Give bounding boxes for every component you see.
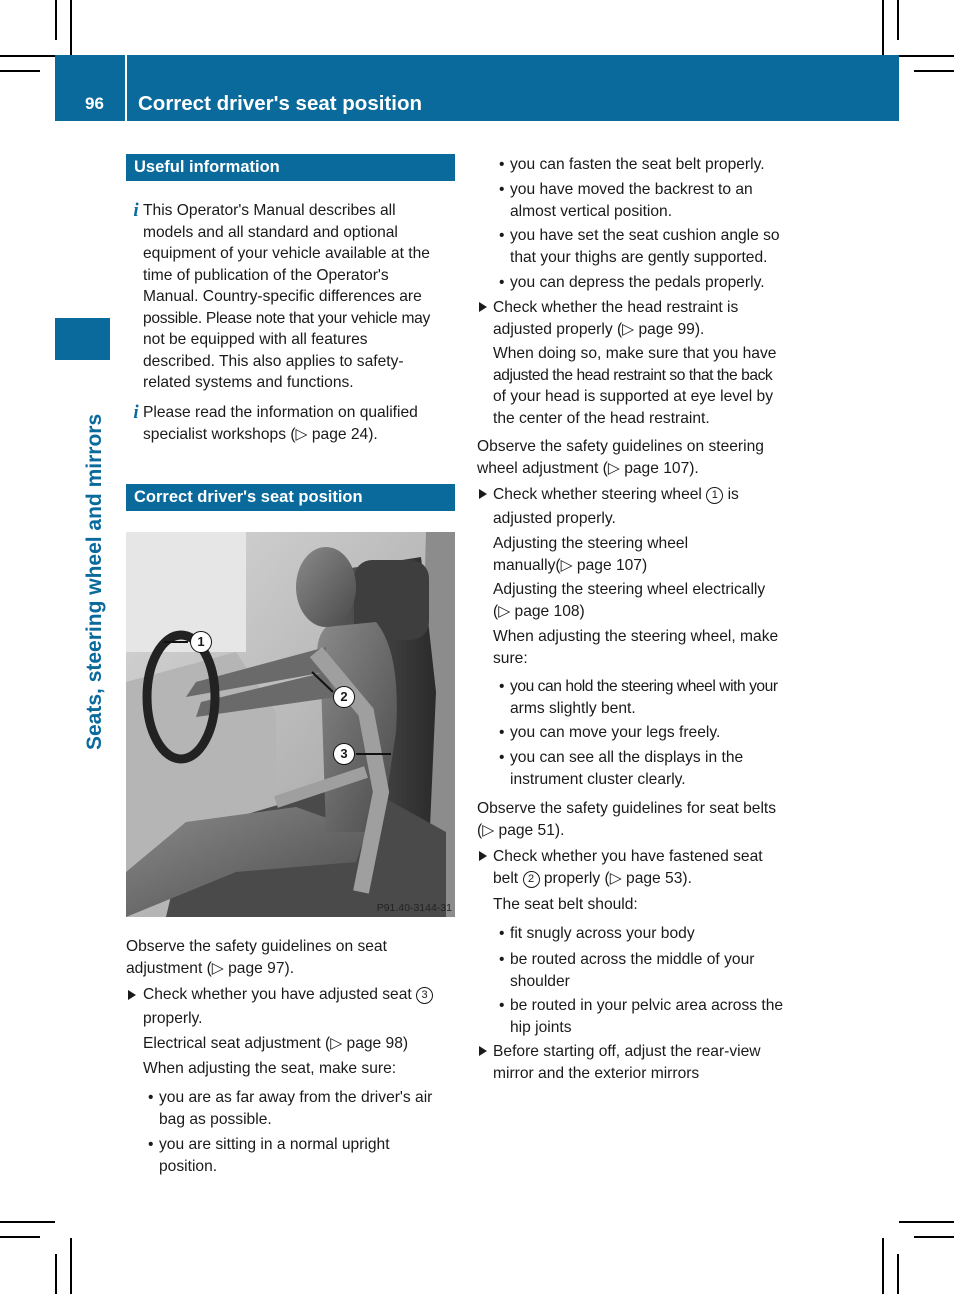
step-mirrors [493,1041,813,1084]
text-line [493,868,813,890]
step-arrow-icon [479,1046,487,1056]
seat-section-heading: Correct driver's seat position [126,484,455,511]
chapter-title: Seats, steering wheel and mirrors [83,413,106,750]
text-line: Adjusting the steering wheel electrically [493,581,766,598]
text-line: Observe the safety guidelines on steering [477,438,764,455]
text-line: instrument cluster clearly. [510,770,686,788]
list-item [510,179,810,222]
crop-mark [55,1254,57,1294]
step-arrow-icon [479,851,487,861]
text-line: (▷ page 108) [493,602,585,620]
text-line: • you are as far away from the driver's air [159,1089,433,1106]
text-line: time of publication of the Operator's [143,266,389,284]
text-line: This Operator's Manual describes all [143,202,396,219]
page-number: 96 [85,94,104,113]
useful-info-heading: Useful information [126,154,455,181]
step-seat-belt [493,846,813,889]
step-arrow-icon [479,489,487,499]
crop-mark [0,1236,40,1238]
text-line: • you can depress the pedals properly. [510,274,765,291]
crop-mark [0,70,40,72]
chapter-tab [55,318,110,360]
figure-code: P91.40-3144-31 [376,902,452,914]
text-line: • be routed across the middle of your [510,951,755,968]
text-line: mirror and the exterior mirrors [493,1064,700,1082]
text-line: almost vertical position. [510,202,673,220]
step-arrow-icon [128,990,136,1000]
text-line: bag as possible. [159,1110,272,1128]
text-line: equipment of your vehicle available at the [143,245,430,262]
text-line [493,484,813,506]
text-line: models and all standard and optional [143,223,398,241]
page-title: Correct driver's seat position [138,92,422,115]
crop-mark [70,0,72,55]
text-line: • you can see all the displays in the [510,749,744,766]
crop-mark [0,1221,55,1223]
text-line: • you are sitting in a normal upright [159,1136,390,1153]
crop-mark [897,0,899,40]
list-item [510,923,810,945]
info-icon: i [133,200,139,221]
text-line: • you can hold the steering wheel with your [510,678,778,695]
step-text: belt [493,869,519,887]
electrical-seat-ref: Electrical seat adjustment (▷ page 98) [143,1035,409,1052]
steering-make-sure [493,626,813,669]
info-icon: i [133,402,139,423]
callout-seat: 3 [333,743,355,765]
steering-intro [477,436,812,479]
driver-seat-drawing [126,532,455,917]
list-item [510,722,810,744]
text-line: of your head is supported at eye level by [493,388,773,405]
text-line: the center of the head restraint. [493,409,710,427]
list-item [159,1134,459,1177]
text-line: properly. [143,1009,203,1027]
step-text: properly (▷ page 53). [543,869,692,887]
info-note [143,402,458,445]
header-divider [125,55,127,121]
list-item [510,272,810,294]
crop-mark [899,1221,954,1223]
callout-seat-belt: 2 [333,686,355,708]
seat-make-sure: When adjusting the seat, make sure: [143,1060,397,1077]
crop-mark [899,55,954,57]
text-line: possible. Please note that your vehicle may [143,309,431,327]
text-line: Adjusting the steering wheel [493,535,689,552]
text-line: Observe the safety guidelines for seat belts [477,800,777,817]
text-line: Manual. Country-specific differences are [143,288,422,305]
list-item [510,747,810,790]
step-steering-wheel [493,484,813,529]
info-note [143,200,458,394]
text-line: adjusted properly. [493,509,616,527]
crop-mark [914,70,954,72]
callout-ref: 3 [416,987,433,1004]
text-line: • you can fasten the seat belt properly. [510,156,765,173]
list-item [510,154,810,176]
text-line: adjustment (▷ page 97). [126,959,295,977]
text-line: When doing so, make sure that you have [493,345,777,362]
text-line: wheel adjustment (▷ page 107). [477,459,699,477]
text-line: • you can move your legs freely. [510,724,721,741]
belt-should: The seat belt should: [493,896,638,913]
text-line: manually(▷ page 107) [493,556,648,574]
text-line: position. [159,1157,218,1175]
text-line: • fit snugly across your body [510,925,695,942]
text-line: sure: [493,649,528,667]
step-text: Check whether steering wheel [493,486,702,503]
text-line: • you have set the seat cushion angle so [510,227,780,244]
text-line: • you have moved the backrest to an [510,181,753,198]
step-arrow-icon [479,302,487,312]
text-line: that your thighs are gently supported. [510,248,768,266]
callout-steering-wheel: 1 [190,631,212,653]
driver-seat-illustration [126,532,455,917]
text-line: arms slightly bent. [510,699,636,717]
text-line: When adjusting the steering wheel, make [493,628,779,645]
step-text: is [727,486,739,503]
list-item [510,225,810,268]
callout-ref: 2 [523,871,540,888]
list-item [159,1087,459,1130]
text-line: (▷ page 51). [477,821,565,839]
seat-intro [126,936,456,979]
text-line: related systems and functions. [143,374,354,391]
list-item [510,949,810,992]
crop-mark [0,55,55,57]
list-item [510,995,810,1038]
text-line: • be routed in your pelvic area across the [510,997,784,1014]
text-line: Before starting off, adjust the rear-view [493,1043,761,1060]
text-line: specialist workshops (▷ page 24). [143,425,378,443]
step-adjust-seat [143,984,458,1029]
crop-mark [914,1236,954,1238]
text-line: Check whether the head restraint is [493,299,739,316]
belt-intro [477,798,812,841]
crop-mark [70,1238,72,1294]
text-line: adjusted properly (▷ page 99). [493,320,705,338]
page-header [55,55,899,121]
crop-mark [882,0,884,55]
text-line: described. This also applies to safety- [143,352,404,370]
text-line: shoulder [510,972,570,990]
electric-steering-ref [493,579,813,622]
step-head-restraint [493,297,813,340]
text-line: Observe the safety guidelines on seat [126,938,387,955]
callout-ref: 1 [706,487,723,504]
text-line: not be equipped with all features [143,331,368,348]
text-line [143,984,458,1006]
text-line: Check whether you have fastened seat [493,848,763,865]
text-line: Please read the information on qualified [143,404,418,421]
list-item [510,676,815,719]
head-restraint-detail [493,343,813,429]
step-text: Check whether you have adjusted seat [143,986,412,1003]
crop-mark [882,1238,884,1294]
manual-steering-ref [493,533,813,576]
text-line: adjusted the head restraint so that the back [493,366,773,384]
crop-mark [897,1254,899,1294]
crop-mark [55,0,57,40]
text-line: hip joints [510,1018,572,1036]
